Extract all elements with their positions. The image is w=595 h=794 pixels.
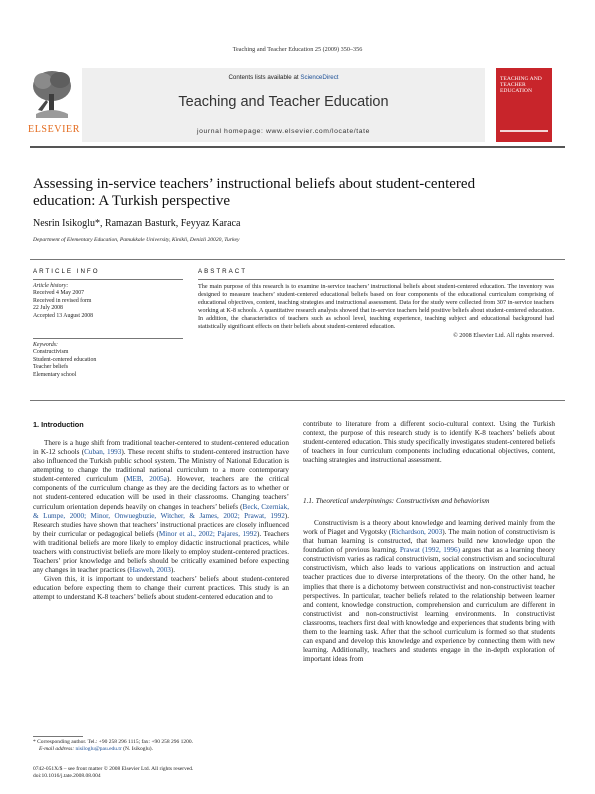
text-run: ). However, teachers are the critical components of the curriculum change as they are the deciding factors as to whether or not student-centered education will be used in their classrooms. Changing teachers’ curriculum orientation depends heavily on changes in teachers’ beliefs ( [33,475,290,511]
email-line [33,746,289,753]
text-run: ). [170,566,176,575]
citation-link[interactable]: Cuban, 1993 [84,448,122,457]
keyword-item: Student-centered education [33,356,97,363]
abstract-head-divider [198,279,554,280]
cover-text: TEACHING AND TEACHER EDUCATION [500,76,542,95]
citation-link[interactable]: Richardson, 2003 [391,528,443,537]
info-head-divider [33,279,183,280]
journal-title: Teaching and Teacher Education [178,94,389,110]
intro-continuation [303,420,555,465]
citation-link[interactable]: Prawat (1992, 1996) [399,546,461,555]
history-item: Received in revised form [33,297,92,304]
corresponding-author: * Corresponding author. Tel.: +90 258 296 1115; fax: +90 258 296 1200. [33,739,194,745]
citation-link[interactable]: Minor et al., 2002; Pajares, 1992 [158,529,257,538]
article-title: Assessing in-service teachers’ instructional beliefs about student-centered education: A Turkish perspective [33,176,476,209]
header-divider [30,146,565,148]
history-item: Received 4 May 2007 [33,290,85,297]
front-matter [33,766,289,780]
history-label: Article history: [33,283,69,289]
citation-link[interactable]: MEB, 2005a [126,475,167,484]
text-run: ). Teachers with traditional beliefs are more likely to employ didactic instructional practices, while teachers with constructivist beliefs are more likely to employ student-centered practices. Teachers’ prior knowledge and beliefs should be critically examined before expecting any changes in teacher practices ( [33,529,289,575]
contents-line [82,74,485,81]
text-run: ). These recent shifts to student-centered instruction have also influenced the Turkish public school system. The Ministry of National Education is attempting to change the traditional national curriculum to a more contemporary student-centered curriculum ( [33,448,290,484]
issn-line: 0742-051X/$ – see front matter © 2008 Elsevier Ltd. All rights reserved. [33,766,194,772]
contents-prefix: Contents lists available at [228,74,301,81]
publisher-name: ELSEVIER [28,124,81,135]
subsection-heading: 1.1. Theoretical underpinnings: Constructivism and behaviorism [303,497,490,505]
keyword-item: Elementary school [33,371,77,378]
email-suffix: (N. Isikoglu). [121,746,153,753]
abstract-body [198,283,554,340]
abstract-copyright: © 2008 Elsevier Ltd. All rights reserved. [453,331,554,339]
subsection-paragraph [303,519,555,664]
journal-homepage[interactable]: journal homepage: www.elsevier.com/locate/tate [196,128,371,135]
intro-paragraph-2: Given this, it is important to understand teachers’ beliefs about student-centered education before expecting them to change their current practices. This study is an attempt to understand K-8 teachers’ beliefs about student-centered education and to [33,575,289,602]
abstract-heading: ABSTRACT [198,268,248,275]
body-top-divider [30,400,565,401]
text-run: There is a huge shift from traditional teacher-centered to student-centered education in K-12 schools ( [33,439,289,457]
history-divider [33,338,183,339]
email-link[interactable]: nisiloglu@pau.edu.tr [75,746,122,753]
keywords [33,342,183,379]
intro-column [33,439,289,602]
elsevier-tree-icon [30,66,74,122]
cover-stripe [500,130,548,132]
citation-link[interactable]: Hasweh, 2003 [129,566,171,575]
text-run: ). The main notion of constructivism is that human learning is constructed, that learners build new knowledge upon the foundation of previous learning. [303,528,555,555]
keywords-label: Keywords: [33,342,58,348]
intro-paragraph-2-continued: contribute to literature from a different socio-cultural context. Using the Turkish context, the purpose of this research study is to identify K-8 teachers’ beliefs about student-centered education. This study specifically investigates student-centered beliefs of teachers in four curriculum components including educational objectives, content, teaching strategies and instructional assessment. [303,420,555,465]
intro-paragraph-1 [33,439,289,575]
article-info-heading: ARTICLE INFO [33,268,100,275]
keyword-item: Teacher beliefs [33,364,69,371]
info-top-divider [30,259,565,260]
text-run: ). Research studies have shown that teachers’ instructional practices are closely influenced by their curricular or pedagogical beliefs ( [33,511,289,538]
history-item: 22 July 2008 [33,305,63,312]
author-affiliation: Department of Elementary Education, Pamukkale University, Kinikli, Denizli 20020, Turkey [33,237,240,243]
section-heading-introduction: 1. Introduction [33,420,84,429]
sciencedirect-link[interactable]: ScienceDirect [300,74,339,81]
footnote-divider [33,736,83,737]
journal-cover-thumbnail [496,68,552,142]
journal-citation: Teaching and Teacher Education 25 (2009) 350–356 [232,46,363,53]
text-run: Constructivism is a theory about knowledge and learning derived mainly from the work of Piaget and Vygotsky ( [303,519,555,537]
doi-line[interactable]: doi:10.1016/j.tate.2008.08.004 [33,773,101,780]
history-item: Accepted 13 August 2008 [33,312,94,319]
subsection-column [303,519,555,664]
citation-link[interactable]: Beck, Czerniak, & Lumpe, 2000; Minor, Onwuegbuzie, Witcher, & James, 2002; Prawat, 1992 [33,502,289,520]
email-label: E-mail address: [39,746,76,753]
keyword-item: Constructivism [33,349,69,356]
article-history [33,283,183,320]
abstract-text: The main purpose of this research is to examine in-service teachers’ instructional beliefs about student-centered education. The inventory was designed to measure teachers’ student-centered educational beliefs based on four components of the educational curriculum comprising of educational objectives, content, teaching strategies and instructional assessment. Data for the study were collected from 307 in-service teachers working at K-8 schools. A quantitative research analysis showed that in-service teachers held positive beliefs about student-centered education. In addition, the characteristics of teachers such as school level, teaching experience, teaching subject and educational background had statistically significant effects on their beliefs about student-centered education. [198,283,554,331]
footnote [33,739,289,753]
text-run: argues that as a learning theory constructivism varies as radical constructivism, social constructivism and sociocultural constructivism, which also leads to various applications on instruction and actual teacher practices due to diverse interpretations of the theory. On the other hand, he implies that there is a dichotomy between constructivist and non-constructivist teacher perspectives. In particular, teacher beliefs related to the relationship between learner and content, knowledge construction, comprehension and curriculum are different in constructivist and non-constructivist learning environments. In constructivist classrooms, teachers first deal with knowledge and experiences that students bring with them to the learning task. After that the school curriculum is formed so that students can expand and develop this knowledge and experience by connecting them with new learning. Additionally, teachers and students engage in the in-depth exploration of important ideas from [303,546,555,664]
article-authors: Nesrin Isikoglu*, Ramazan Basturk, Feyyaz Karaca [33,218,241,229]
